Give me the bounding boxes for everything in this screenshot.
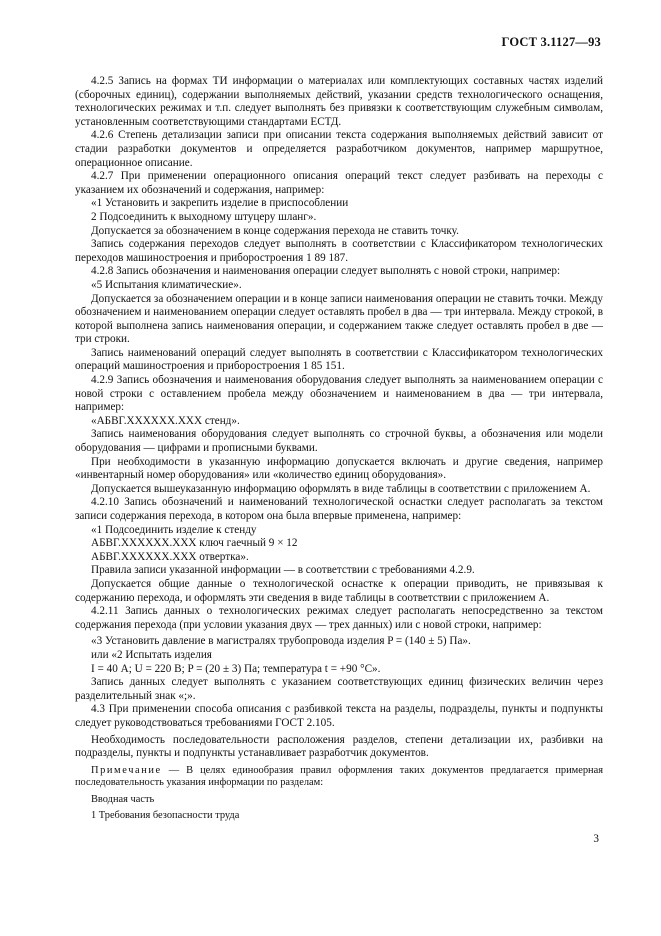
page-number: 3 xyxy=(593,833,599,845)
paragraph: Допускается за обозначением в конце содержания перехода не ставить точку. xyxy=(91,224,459,237)
paragraph: Допускается за обозначением операции и в конце записи наименования операции не ставить точки. Между обозначением и наименованием операции следует оставлять пробел в два — три интервала. Между строкой, в которой выполнена запись наименования операции, и содержанием также следует оставлять пробел в две — три строки. xyxy=(75,292,603,346)
note-line: Вводная часть xyxy=(91,793,155,805)
paragraph: 4.3 При применении способа описания с разбивкой текста на разделы, подразделы, пункты и подпункты следует руководствоваться требованиями ГОСТ 2.105. xyxy=(75,703,603,729)
paragraph: «1 Подсоединить изделие к стенду xyxy=(91,523,257,536)
paragraph: Необходимость последовательности расположения разделов, степени детализации их, разбивки на подразделы, пункты и подпункты устанавливает разработчик документов. xyxy=(75,733,603,760)
paragraph: АБВГ.XXXXXX.XXX ключ гаечный 9 × 12 xyxy=(91,537,298,550)
paragraph: 4.2.5 Запись на формах ТИ информации о материалах или комплектующих составных частях изделий (сборочных единиц), содержании выполняемых действий, указании средств технологического оснащения, технологических режимах и т.п. следует выполнять без привязки к соответствующим служебным символам, установленным соответствующими стандартами ЕСТД. xyxy=(75,75,603,128)
paragraph: «1 Установить и закрепить изделие в приспособлении xyxy=(91,197,349,210)
note xyxy=(75,765,603,790)
paragraph: Допускается общие данные о технологической оснастке к операции приводить, не привязывая к содержанию перехода, и оформлять эти сведения в виде таблицы в соответствии с приложением А. xyxy=(75,577,603,604)
paragraph: 4.2.11 Запись данных о технологических режимах следует располагать непосредственно за текстом содержания перехода (при условии указания двух — трех данных) или с новой строки, например: xyxy=(75,605,603,631)
paragraph: «АБВГ.XXXXXX.XXX стенд». xyxy=(91,414,240,427)
paragraph: «5 Испытания климатические». xyxy=(91,278,242,291)
paragraph: Запись данных следует выполнять с указанием соответствующих единиц физических величин через разделительный знак «;». xyxy=(75,676,603,702)
paragraph: Запись наименований операций следует выполнять в соответствии с Классификатором технологических операций машиностроения и приборостроения 1 85 151. xyxy=(75,346,603,373)
note-label: Примечание xyxy=(91,764,162,776)
note-text: — В целях единообразия правил оформления таких документов предлагается примерная последовательность указания информации по разделам: xyxy=(75,764,603,789)
paragraph: 2 Подсоединить к выходному штуцеру шланг». xyxy=(91,210,317,223)
paragraph: «3 Установить давление в магистралях трубопровода изделия P = (140 ± 5) Па». xyxy=(91,635,471,648)
paragraph: Допускается вышеуказанную информацию оформлять в виде таблицы в соответствии с приложением А. xyxy=(91,482,591,495)
paragraph: 4.2.10 Запись обозначений и наименований технологической оснастки следует располагать за текстом записи содержания перехода, в котором она была впервые применена, например: xyxy=(75,496,603,522)
paragraph: 4.2.7 При применении операционного описания операций текст следует разбивать на переходы с указанием их обозначений и содержания, например: xyxy=(75,170,603,196)
paragraph: или «2 Испытать изделия xyxy=(91,648,212,661)
document-body xyxy=(75,75,603,823)
standard-header: ГОСТ 3.1127—93 xyxy=(501,35,601,49)
paragraph: I = 40 А; U = 220 В; P = (20 ± 3) Па; температура t = +90 °С». xyxy=(91,662,381,675)
paragraph: 4.2.9 Запись обозначения и наименования оборудования следует выполнять за наименованием операции с новой строки с оставлением пробела между обозначением и наименованием в два — три интервала, например: xyxy=(75,374,603,414)
note-line: 1 Требования безопасности труда xyxy=(91,810,240,822)
paragraph: Запись содержания переходов следует выполнять в соответствии с Классификатором технологических переходов машиностроения и приборостроения 1 89 187. xyxy=(75,238,603,264)
paragraph: 4.2.8 Запись обозначения и наименования операции следует выполнять с новой строки, например: xyxy=(91,265,561,278)
paragraph: 4.2.6 Степень детализации записи при описании текста содержания выполняемых действий зависит от стадии разработки документов и определяется разработчиком документов, например маршрутное, операционное описание. xyxy=(75,129,603,169)
paragraph: При необходимости в указанную информацию допускается включать и другие сведения, например «инвентарный номер оборудования» или «количество единиц оборудования». xyxy=(75,455,603,482)
paragraph: Запись наименования оборудования следует выполнять со строчной буквы, а обозначения или модели оборудования — цифрами и прописными буквами. xyxy=(75,428,603,455)
paragraph: АБВГ.XXXXXX.XXX отвертка». xyxy=(91,550,249,563)
paragraph: Правила записи указанной информации — в соответствии с требованиями 4.2.9. xyxy=(91,564,475,577)
